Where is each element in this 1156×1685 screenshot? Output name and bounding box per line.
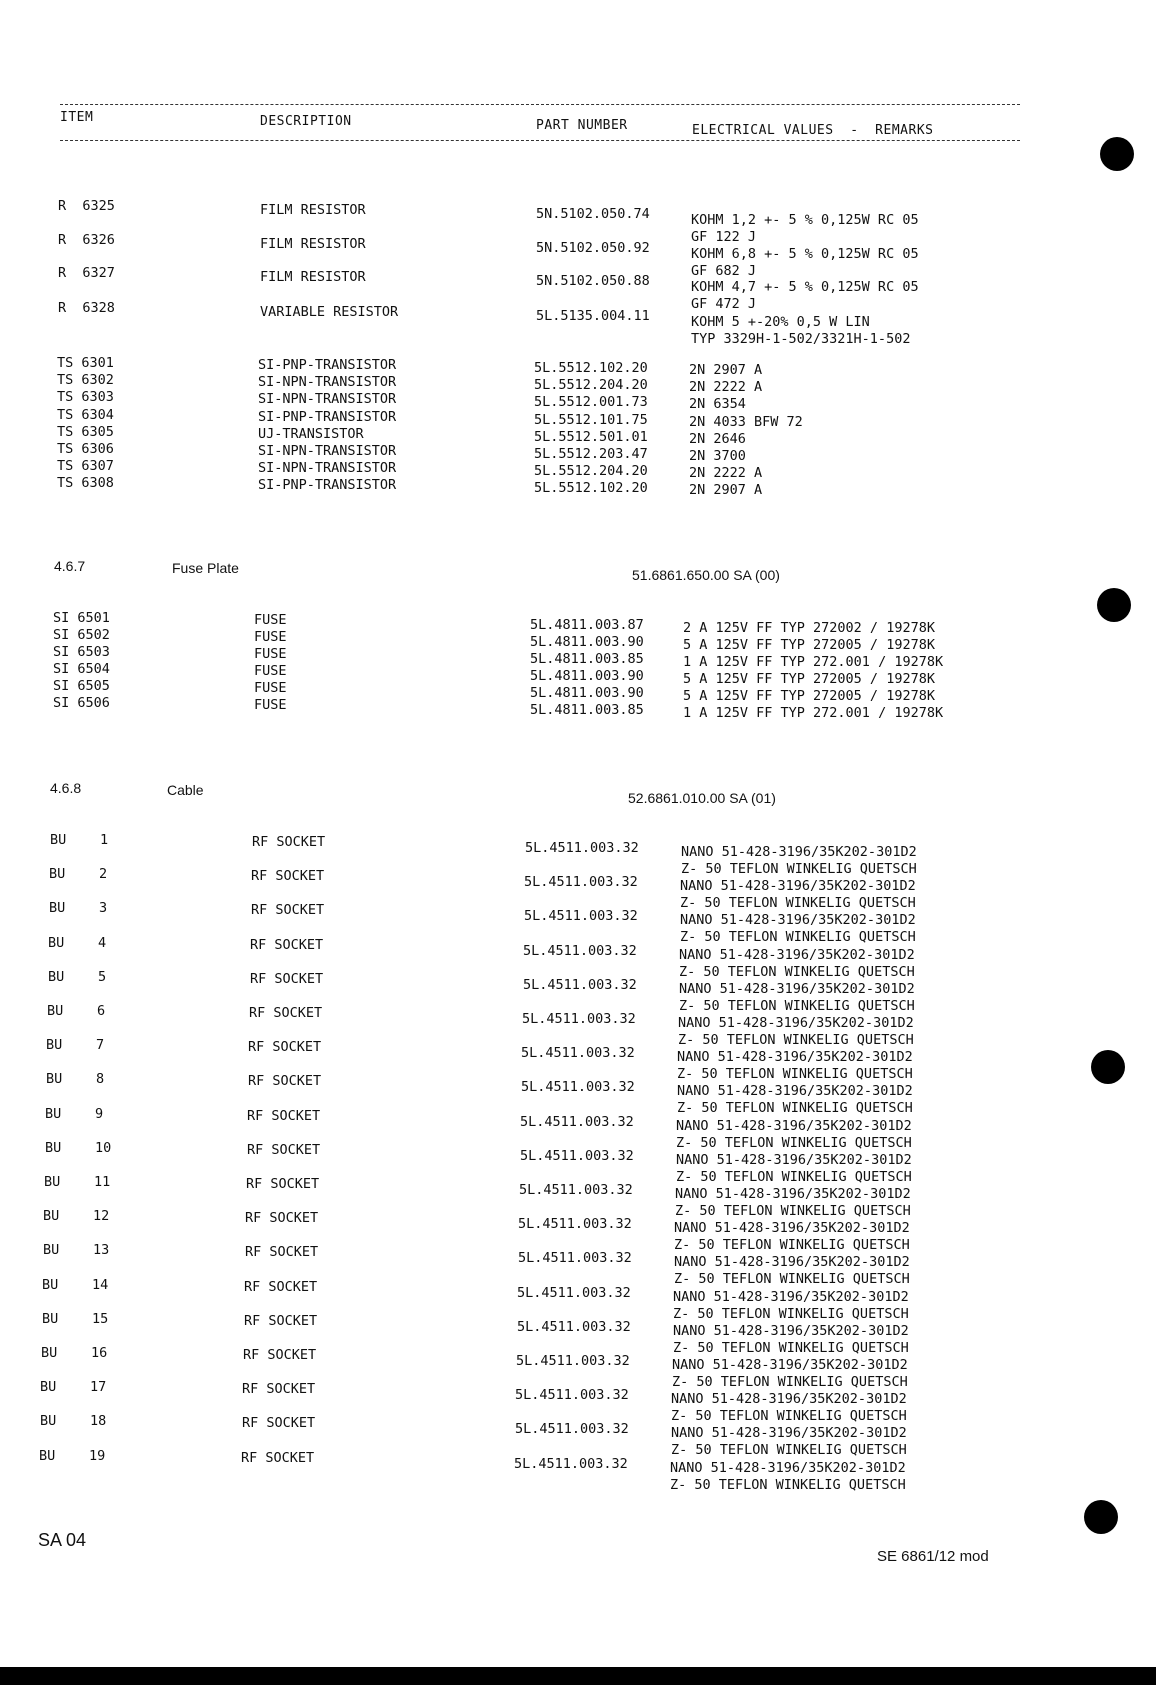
- section-part-code: 52.6861.010.00 SA (01): [628, 790, 776, 806]
- item-number: 10: [95, 1139, 112, 1156]
- item-number: 8: [96, 1071, 105, 1088]
- electrical-value: GF 472 J: [691, 296, 757, 312]
- item-description: RF SOCKET: [245, 1210, 319, 1227]
- part-number: 5L.4811.003.90: [530, 685, 644, 701]
- footer-right: SE 6861/12 mod: [877, 1548, 989, 1565]
- electrical-value: NANO 51-428-3196/35K202-301D2: [679, 946, 915, 963]
- part-number: 5L.4511.003.32: [517, 1284, 631, 1301]
- electrical-value: Z- 50 TEFLON WINKELIG QUETSCH: [678, 1032, 914, 1048]
- item-prefix: BU: [41, 1345, 58, 1361]
- item-description: SI-NPN-TRANSISTOR: [258, 443, 397, 459]
- part-number: 5L.5135.004.11: [536, 308, 650, 324]
- part-number: 5L.4511.003.32: [518, 1250, 632, 1267]
- part-number: 5L.4511.003.32: [521, 1079, 635, 1096]
- electrical-value: Z- 50 TEFLON WINKELIG QUETSCH: [673, 1339, 909, 1356]
- electrical-value: NANO 51-428-3196/35K202-301D2: [681, 844, 917, 860]
- part-number: 5L.5512.102.20: [534, 480, 648, 497]
- header-rule-top: [60, 104, 1020, 105]
- electrical-value: Z- 50 TEFLON WINKELIG QUETSCH: [679, 997, 915, 1014]
- item-prefix: BU: [39, 1447, 56, 1464]
- electrical-value: Z- 50 TEFLON WINKELIG QUETSCH: [672, 1374, 908, 1390]
- item-ref: TS 6301: [57, 355, 114, 371]
- item-description: FUSE: [254, 612, 287, 628]
- item-description: FILM RESISTOR: [260, 202, 366, 218]
- punch-hole: [1097, 588, 1131, 622]
- item-prefix: BU: [48, 968, 65, 985]
- item-number: 19: [89, 1447, 106, 1464]
- item-number: 14: [92, 1276, 109, 1293]
- electrical-value: Z- 50 TEFLON WINKELIG QUETSCH: [677, 1066, 913, 1083]
- electrical-value: Z- 50 TEFLON WINKELIG QUETSCH: [676, 1134, 912, 1151]
- section-number: 4.6.7: [54, 558, 86, 574]
- item-description: FUSE: [254, 697, 287, 713]
- item-number: 17: [90, 1379, 107, 1396]
- part-number: 5L.4511.003.32: [520, 1147, 634, 1164]
- item-number: 4: [98, 934, 107, 951]
- part-number: 5L.4811.003.90: [530, 634, 644, 650]
- item-description: SI-PNP-TRANSISTOR: [258, 408, 397, 425]
- item-description: RF SOCKET: [246, 1176, 320, 1192]
- item-description: RF SOCKET: [249, 1005, 323, 1021]
- item-number: 6: [97, 1003, 106, 1019]
- electrical-value: NANO 51-428-3196/35K202-301D2: [676, 1117, 912, 1134]
- item-description: RF SOCKET: [244, 1278, 318, 1295]
- item-description: FUSE: [254, 646, 287, 662]
- item-description: RF SOCKET: [244, 1312, 318, 1329]
- part-number: 5L.4511.003.32: [524, 874, 638, 891]
- item-ref: TS 6303: [57, 389, 114, 406]
- item-description: RF SOCKET: [251, 868, 325, 885]
- item-description: FUSE: [254, 680, 287, 696]
- punch-hole: [1084, 1500, 1118, 1534]
- electrical-value: NANO 51-428-3196/35K202-301D2: [672, 1357, 908, 1373]
- item-number: 9: [95, 1105, 104, 1122]
- electrical-value: NANO 51-428-3196/35K202-301D2: [671, 1425, 907, 1442]
- item-number: 1: [100, 832, 109, 848]
- electrical-value: 2N 2907 A: [689, 482, 763, 499]
- electrical-value: 2 A 125V FF TYP 272002 / 19278K: [683, 620, 935, 636]
- part-number: 5L.4511.003.32: [517, 1318, 631, 1335]
- electrical-value: 1 A 125V FF TYP 272.001 / 19278K: [683, 705, 944, 721]
- electrical-value: Z- 50 TEFLON WINKELIG QUETSCH: [670, 1476, 906, 1493]
- item-ref: SI 6502: [53, 627, 110, 643]
- item-ref: SI 6506: [53, 695, 110, 711]
- electrical-value: Z- 50 TEFLON WINKELIG QUETSCH: [674, 1271, 910, 1288]
- part-number: 5L.4511.003.32: [523, 942, 637, 959]
- electrical-value: NANO 51-428-3196/35K202-301D2: [673, 1322, 909, 1339]
- item-ref: TS 6305: [57, 423, 114, 440]
- item-description: SI-PNP-TRANSISTOR: [258, 357, 397, 373]
- electrical-value: NANO 51-428-3196/35K202-301D2: [680, 878, 916, 895]
- part-number: 5L.5512.204.20: [534, 463, 648, 480]
- electrical-value: GF 122 J: [691, 229, 757, 245]
- item-prefix: BU: [43, 1208, 60, 1225]
- item-description: VARIABLE RESISTOR: [260, 304, 399, 320]
- part-number: 5N.5102.050.92: [536, 240, 650, 256]
- electrical-value: 2N 6354: [689, 396, 746, 413]
- electrical-value: 2N 3700: [689, 448, 746, 464]
- item-description: SI-PNP-TRANSISTOR: [258, 477, 397, 494]
- item-prefix: BU: [45, 1139, 62, 1156]
- electrical-value: 2N 2222 A: [689, 465, 763, 482]
- item-prefix: BU: [42, 1276, 59, 1293]
- electrical-value: NANO 51-428-3196/35K202-301D2: [677, 1083, 913, 1100]
- item-prefix: BU: [49, 900, 66, 917]
- electrical-value: 5 A 125V FF TYP 272005 / 19278K: [683, 688, 935, 704]
- scan-edge-bar: [0, 1667, 1156, 1685]
- item-description: FUSE: [254, 629, 287, 645]
- electrical-value: Z- 50 TEFLON WINKELIG QUETSCH: [679, 963, 915, 980]
- part-number: 5L.4811.003.85: [530, 651, 644, 667]
- item-prefix: BU: [40, 1413, 57, 1430]
- item-description: SI-NPN-TRANSISTOR: [258, 460, 397, 477]
- item-prefix: BU: [45, 1105, 62, 1122]
- item-ref: R 6327: [58, 265, 115, 281]
- part-number: 5L.4511.003.32: [522, 1011, 636, 1027]
- item-number: 11: [94, 1174, 111, 1190]
- col-header-item: ITEM: [60, 110, 94, 125]
- item-ref: TS 6302: [57, 372, 114, 389]
- part-number: 5L.4511.003.32: [514, 1455, 628, 1472]
- part-number: 5L.4511.003.32: [516, 1353, 630, 1369]
- header-rule-bottom: [60, 140, 1020, 141]
- section-title: Cable: [167, 782, 204, 798]
- punch-hole: [1100, 137, 1134, 171]
- item-description: RF SOCKET: [252, 834, 326, 850]
- item-prefix: BU: [44, 1174, 61, 1190]
- item-ref: R 6326: [58, 232, 115, 248]
- electrical-value: Z- 50 TEFLON WINKELIG QUETSCH: [677, 1100, 913, 1117]
- item-number: 7: [96, 1037, 105, 1054]
- electrical-value: TYP 3329H-1-502/3321H-1-502: [691, 331, 911, 347]
- part-number: 5L.5512.102.20: [534, 360, 648, 376]
- electrical-value: 5 A 125V FF TYP 272005 / 19278K: [683, 637, 935, 653]
- electrical-value: Z- 50 TEFLON WINKELIG QUETSCH: [680, 929, 916, 946]
- item-description: RF SOCKET: [247, 1107, 321, 1124]
- part-number: 5L.4511.003.32: [515, 1421, 629, 1438]
- part-number: 5L.4511.003.32: [519, 1182, 633, 1198]
- item-ref: SI 6505: [53, 678, 110, 694]
- electrical-value: 2N 2646: [689, 430, 746, 447]
- electrical-value: Z- 50 TEFLON WINKELIG QUETSCH: [675, 1203, 911, 1219]
- electrical-value: Z- 50 TEFLON WINKELIG QUETSCH: [680, 895, 916, 912]
- section-number: 4.6.8: [50, 780, 82, 796]
- electrical-value: NANO 51-428-3196/35K202-301D2: [670, 1459, 906, 1476]
- part-number: 5L.4511.003.32: [518, 1216, 632, 1233]
- part-number: 5N.5102.050.74: [536, 206, 650, 222]
- item-number: 18: [90, 1413, 107, 1430]
- item-number: 12: [93, 1208, 110, 1225]
- item-description: RF SOCKET: [250, 970, 324, 987]
- part-number: 5L.4511.003.32: [525, 840, 639, 856]
- item-description: RF SOCKET: [250, 936, 324, 953]
- item-description: SI-NPN-TRANSISTOR: [258, 391, 397, 408]
- item-ref: SI 6504: [53, 661, 110, 677]
- part-number: 5L.5512.203.47: [534, 446, 648, 462]
- item-description: SI-NPN-TRANSISTOR: [258, 374, 397, 391]
- item-prefix: BU: [49, 866, 66, 883]
- electrical-value: Z- 50 TEFLON WINKELIG QUETSCH: [673, 1305, 909, 1322]
- part-number: 5L.4811.003.90: [530, 668, 644, 684]
- part-number: 5L.4511.003.32: [524, 908, 638, 925]
- electrical-value: 2N 4033 BFW 72: [689, 413, 803, 430]
- item-number: 13: [93, 1242, 110, 1259]
- electrical-value: NANO 51-428-3196/35K202-301D2: [674, 1254, 910, 1271]
- item-number: 5: [98, 968, 107, 985]
- part-number: 5L.4511.003.32: [520, 1113, 634, 1130]
- item-ref: TS 6307: [57, 458, 114, 475]
- item-prefix: BU: [47, 1003, 64, 1019]
- item-description: RF SOCKET: [243, 1347, 317, 1363]
- electrical-value: Z- 50 TEFLON WINKELIG QUETSCH: [671, 1442, 907, 1459]
- item-prefix: BU: [50, 832, 67, 848]
- col-header-part-number: PART NUMBER: [536, 118, 628, 133]
- part-number: 5L.4511.003.32: [521, 1045, 635, 1062]
- col-header-values: ELECTRICAL VALUES - REMARKS: [692, 123, 934, 138]
- item-ref: TS 6308: [57, 475, 114, 492]
- part-number: 5L.5512.204.20: [534, 377, 648, 394]
- electrical-value: KOHM 1,2 +- 5 % 0,125W RC 05: [691, 212, 919, 228]
- item-number: 3: [99, 900, 108, 917]
- item-ref: TS 6304: [57, 406, 114, 423]
- item-description: RF SOCKET: [242, 1415, 316, 1432]
- electrical-value: NANO 51-428-3196/35K202-301D2: [673, 1288, 909, 1305]
- electrical-value: Z- 50 TEFLON WINKELIG QUETSCH: [681, 861, 917, 877]
- electrical-value: NANO 51-428-3196/35K202-301D2: [671, 1391, 907, 1408]
- item-number: 15: [92, 1310, 109, 1327]
- item-ref: R 6328: [58, 300, 115, 316]
- item-prefix: BU: [43, 1242, 60, 1259]
- electrical-value: KOHM 5 +-20% 0,5 W LIN: [691, 314, 870, 330]
- section-part-code: 51.6861.650.00 SA (00): [632, 567, 780, 583]
- part-number: 5L.5512.001.73: [534, 394, 648, 411]
- item-prefix: BU: [48, 934, 65, 951]
- punch-hole: [1091, 1050, 1125, 1084]
- electrical-value: 1 A 125V FF TYP 272.001 / 19278K: [683, 654, 944, 670]
- electrical-value: 2N 2222 A: [689, 379, 763, 396]
- electrical-value: Z- 50 TEFLON WINKELIG QUETSCH: [676, 1168, 912, 1185]
- col-header-description: DESCRIPTION: [260, 114, 352, 129]
- part-number: 5L.5512.101.75: [534, 411, 648, 428]
- electrical-value: Z- 50 TEFLON WINKELIG QUETSCH: [671, 1408, 907, 1425]
- part-number: 5L.4511.003.32: [523, 976, 637, 993]
- electrical-value: 5 A 125V FF TYP 272005 / 19278K: [683, 671, 935, 687]
- part-number: 5N.5102.050.88: [536, 273, 650, 289]
- section-title: Fuse Plate: [172, 560, 239, 576]
- item-number: 16: [91, 1345, 108, 1361]
- item-description: FILM RESISTOR: [260, 236, 366, 252]
- item-description: RF SOCKET: [241, 1449, 315, 1466]
- item-prefix: BU: [46, 1071, 63, 1088]
- electrical-value: NANO 51-428-3196/35K202-301D2: [676, 1151, 912, 1168]
- part-number: 5L.4811.003.85: [530, 702, 644, 718]
- electrical-value: NANO 51-428-3196/35K202-301D2: [674, 1220, 910, 1237]
- electrical-value: NANO 51-428-3196/35K202-301D2: [678, 1015, 914, 1031]
- item-ref: SI 6501: [53, 610, 110, 626]
- electrical-value: NANO 51-428-3196/35K202-301D2: [680, 912, 916, 929]
- item-description: RF SOCKET: [242, 1381, 316, 1398]
- electrical-value: NANO 51-428-3196/35K202-301D2: [677, 1049, 913, 1066]
- item-prefix: BU: [46, 1037, 63, 1054]
- item-prefix: BU: [40, 1379, 57, 1396]
- item-ref: SI 6503: [53, 644, 110, 660]
- electrical-value: KOHM 6,8 +- 5 % 0,125W RC 05: [691, 246, 919, 262]
- item-number: 2: [99, 866, 108, 883]
- part-number: 5L.4811.003.87: [530, 617, 644, 633]
- electrical-value: GF 682 J: [691, 263, 757, 279]
- item-prefix: BU: [42, 1310, 59, 1327]
- electrical-value: KOHM 4,7 +- 5 % 0,125W RC 05: [691, 279, 919, 295]
- electrical-value: 2N 2907 A: [689, 362, 763, 378]
- item-description: RF SOCKET: [248, 1039, 322, 1056]
- item-description: RF SOCKET: [251, 902, 325, 919]
- item-description: FILM RESISTOR: [260, 269, 366, 285]
- item-description: FUSE: [254, 663, 287, 679]
- part-number: 5L.4511.003.32: [515, 1387, 629, 1404]
- item-description: RF SOCKET: [247, 1141, 321, 1158]
- item-description: UJ-TRANSISTOR: [258, 425, 364, 442]
- item-description: RF SOCKET: [248, 1073, 322, 1090]
- electrical-value: NANO 51-428-3196/35K202-301D2: [675, 1186, 911, 1202]
- item-description: RF SOCKET: [245, 1244, 319, 1261]
- item-ref: TS 6306: [57, 441, 114, 457]
- footer-left: SA 04: [38, 1530, 87, 1550]
- item-ref: R 6325: [58, 198, 115, 214]
- part-number: 5L.5512.501.01: [534, 428, 648, 445]
- electrical-value: Z- 50 TEFLON WINKELIG QUETSCH: [674, 1237, 910, 1254]
- electrical-value: NANO 51-428-3196/35K202-301D2: [679, 980, 915, 997]
